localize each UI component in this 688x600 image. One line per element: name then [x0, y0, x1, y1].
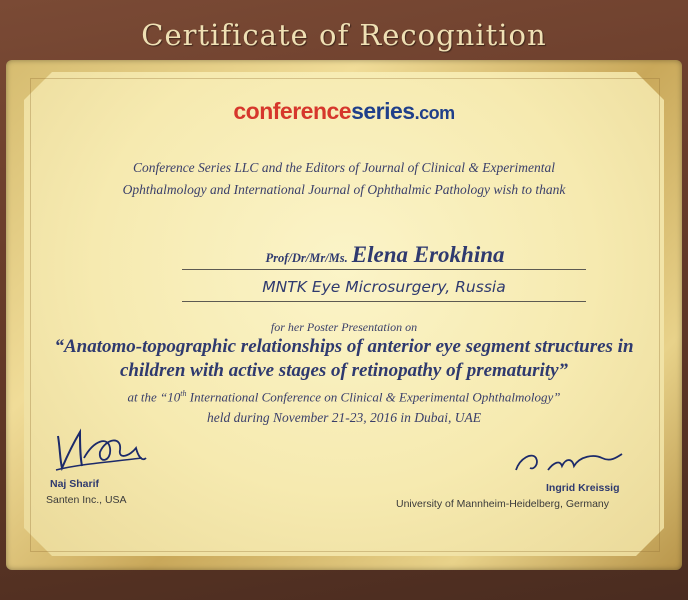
logo-part-conference: conference — [233, 98, 352, 124]
conference-prefix: at the “10 — [127, 389, 181, 405]
recipient-row — [185, 242, 585, 268]
conference-line — [0, 389, 688, 405]
conference-ordinal: th — [180, 389, 187, 398]
salutation: Prof/Dr/Mr/Ms. — [265, 251, 348, 265]
logo-part-domain: .com — [414, 103, 455, 123]
signature-left — [50, 418, 150, 478]
affiliation-underline — [182, 301, 586, 302]
presentation-title-line-2: children with active stages of retinopathy of prematurity” — [119, 360, 569, 381]
signer-right-name: Ingrid Kreissig — [546, 482, 620, 494]
signer-left-name: Naj Sharif — [50, 478, 100, 490]
name-underline — [182, 269, 586, 270]
certificate-title: Certificate of Recognition — [141, 18, 547, 52]
presentation-intro: for her Poster Presentation on — [270, 320, 418, 334]
conference-series-logo — [0, 98, 688, 125]
recipient-affiliation: MNTK Eye Microsurgery, Russia — [262, 278, 506, 296]
held-line: held during November 21-23, 2016 in Dubai, UAE — [206, 410, 482, 425]
recipient-name: Elena Erokhina — [351, 242, 505, 267]
thanks-line-1: Conference Series LLC and the Editors of Journal of Clinical & Experimental — [132, 160, 556, 175]
conference-suffix: International Conference on Clinical & Experimental Ophthalmology” — [186, 389, 561, 405]
signature-right — [514, 448, 624, 476]
thanks-line-2: Ophthalmology and International Journal of Ophthalmic Pathology wish to thank — [122, 182, 566, 197]
signer-left-org: Santen Inc., USA — [46, 494, 127, 506]
logo-part-series: series — [351, 98, 415, 124]
presentation-title-line-1: “Anatomo-topographic relationships of anterior eye segment structures in — [54, 336, 634, 357]
signer-right-org: University of Mannheim-Heidelberg, Germany — [396, 498, 609, 510]
